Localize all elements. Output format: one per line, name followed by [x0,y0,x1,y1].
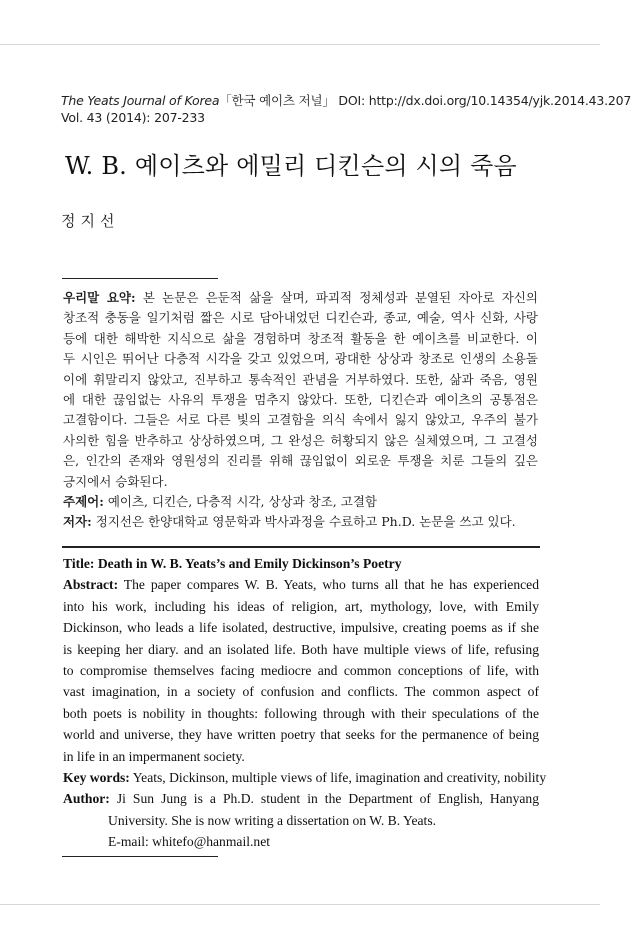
korean-abstract-line: 이에 휘말리지 않았고, 진부하고 통속적인 관념을 거부하였다. 또한, 삶과 죽음, 영원 [63,371,538,387]
english-abstract-line: Dickinson, who leads a life isolated, destructive, impulsive, creating poems as if she [63,620,539,636]
korean-abstract-line: 두 시인은 뛰어난 다층적 시각을 갖고 있었으며, 광대한 상상과 창조로 인생의 소용돌 [63,351,538,367]
author-email[interactable]: E-mail: whitefo@hanmail.net [108,834,271,850]
english-abstract-line: both poets is nobility in thoughts: following through with their speculations of the [63,705,539,721]
english-abstract [63,553,547,853]
korean-abstract-line: 긍지에서 승화된다. [63,473,168,489]
volume-info: Vol. 43 (2014): 207-233 [61,110,205,125]
korean-abstract-label: 우리말 요약: [63,290,136,305]
english-abstract-line: vast imagination, in a society of confusion and conflicts. The common aspect of [63,684,539,700]
korean-keywords: 주제어: 예이츠, 디킨슨, 다층적 시각, 상상과 창조, 고결함 [63,494,377,510]
korean-author-info: 저자: 정지선은 한양대학교 영문학과 박사과정을 수료하고 Ph.D. 논문을 쓰고 있다. [63,514,516,530]
korean-abstract-line: 우리말 요약: 본 논문은 은둔적 삶을 살며, 파괴적 정체성과 분열된 자아로 자신의 [63,290,538,305]
english-abstract-line: into his work, including his ideas of religion, art, mythology, love, with Emily [63,598,539,614]
korean-abstract-line: 창조적 충동을 일기처럼 짧은 시로 담아내었던 디킨슨과, 종교, 예술, 역사 신화, 사랑 [63,310,538,326]
abstract-bottom-rule [62,856,218,857]
crop-mark-top [0,44,600,45]
crop-mark-bottom [0,904,600,905]
korean-abstract [63,288,538,533]
korean-abstract-line: 은, 인간의 존재와 영원성의 진리를 위해 끊임없이 외로운 투쟁을 치룬 그들의 깊은 [63,453,538,469]
english-abstract-line: is keeping her diary. and an isolated life. Both have multiple views of life, refusing [63,641,539,657]
section-divider [62,546,540,548]
korean-abstract-line: 고결함이다. 그들은 서로 다른 빛의 고결함을 의식 속에서 잃지 않았고, 우주의 불가 [63,412,538,428]
english-abstract-line: Abstract: The paper compares W. B. Yeats, who turns all that he has experienced [63,577,539,593]
journal-name-kr: 「한국 예이츠 저널」 [219,93,335,108]
english-author-info: Author: Ji Sun Jung is a Ph.D. student in the Department of English, Hanyang [63,791,539,807]
english-abstract-line: to compromise themselves facing mediocre and common conceptions of life, with [63,663,539,679]
english-author-line: University. She is now writing a dissertation on W. B. Yeats. [108,812,437,828]
author-name: 정지선 [61,212,120,230]
abstract-top-rule [62,278,218,279]
paper-title: W. B. 예이츠와 에밀리 디킨슨의 시의 죽음 [65,152,517,180]
korean-author-label: 저자: [63,514,92,530]
korean-abstract-line: 사의한 힘을 반추하고 상상하였으며, 그 완성은 허황되지 않은 실체였으며, 그 고결성 [63,432,538,448]
korean-keywords-label: 주제어: [63,494,104,510]
english-abstract-line: in life in an impermanent society. [63,748,245,764]
korean-abstract-line: 등에 대한 해박한 지식으로 삶을 경험하며 창조적 활동을 한 예이츠를 비교한다. 이 [63,330,538,346]
journal-name-en: The Yeats Journal of Korea [61,93,220,108]
english-author-label: Author: [63,791,110,807]
english-title-label: Title: [63,556,95,571]
english-abstract-line: world and universe, they have written poetry that seeks for the permanence of being [63,727,539,743]
doi-link[interactable]: DOI: http://dx.doi.org/10.14354/yjk.2014.43.207 [334,93,631,108]
english-keywords: Key words: Yeats, Dickinson, multiple views of life, imagination and creativity, nobility [63,770,547,786]
journal-header [61,92,631,126]
english-keywords-label: Key words: [63,770,130,786]
english-abstract-label: Abstract: [63,577,119,593]
korean-abstract-line: 에 대한 끊임없는 사유의 투쟁을 멈추지 않았다. 또한, 디킨슨과 예이츠의 공통점은 [63,392,538,408]
english-title: Title: Death in W. B. Yeats’s and Emily Dickinson’s Poetry [63,556,402,571]
